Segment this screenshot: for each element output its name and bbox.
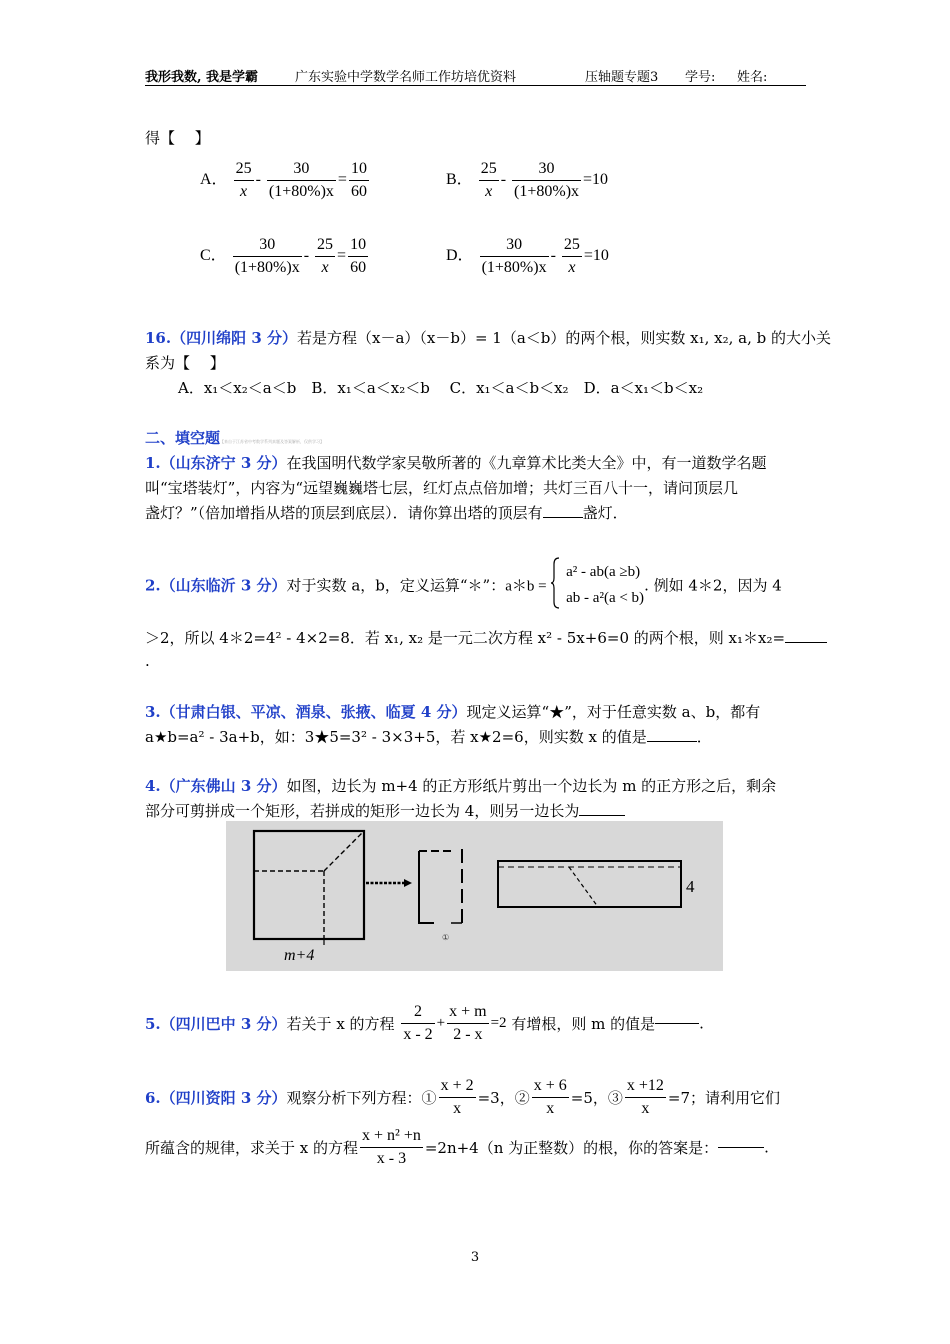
p3-tag: 3.（甘肃白银、平凉、酒泉、张掖、临夏 4 分） <box>145 703 467 721</box>
p2-line3: . <box>145 652 150 670</box>
answer-blank <box>579 815 625 816</box>
p6-tag: 6.（四川资阳 3 分） <box>145 1089 287 1107</box>
p4-line1: 4.（广东佛山 3 分）如图，边长为 m+4 的正方形纸片剪出一个边长为 m 的正方形之后，剩余 <box>145 777 777 795</box>
answer-blank <box>785 642 827 643</box>
p2-line1: 2.（山东临沂 3 分）对于实数 a，b，定义运算“＊”：a＊b = a² - ab(a ≥b) ab - a²(a < b) . 例如 4＊2，因为 4 <box>145 556 782 610</box>
figure-label-side: m+4 <box>284 947 315 964</box>
header-name: 姓名: <box>737 70 768 85</box>
q16-options: A．x₁＜x₂＜a＜b B．x₁＜a＜x₂＜b C．x₁＜a＜b＜x₂ D．a＜x₁＜b＜x₂ <box>178 379 704 397</box>
header-topic: 压轴题专题3 <box>585 70 659 85</box>
header-source: 广东实验中学数学名师工作坊培优资料 <box>295 70 517 85</box>
section-title: 二、填空题【来自于江苏省中考数学系列真题及答案解析，仅供学习】 <box>145 429 325 447</box>
piecewise-brace <box>551 556 561 614</box>
page-number: 3 <box>470 1250 480 1265</box>
q16-line2: 系为【 】 <box>145 354 225 372</box>
p1-line1: 1.（山东济宁 3 分）在我国明代数学家吴敬所著的《九章算术比类大全》中，有一道数学名题 <box>145 454 767 472</box>
p5-tag: 5.（四川巴中 3 分） <box>145 1015 287 1033</box>
p3-line1: 3.（甘肃白银、平凉、酒泉、张掖、临夏 4 分）现定义运算“★”，对于任意实数 a、b，都有 <box>145 703 761 721</box>
page-header <box>145 66 806 86</box>
p2-line2: ＞2，所以 4＊2=4² - 4×2=8．若 x₁, x₂ 是一元二次方程 x² - 5x+6=0 的两个根，则 x₁＊x₂= <box>145 627 827 648</box>
p5-line: 5.（四川巴中 3 分）若关于 x 的方程 $\frac{2}{x - 2}$ + $\frac{x + m}{2 - x}$ =2 有增根，则 m 的值是 . <box>145 1003 704 1043</box>
answer-blank <box>718 1147 764 1148</box>
answer-blank <box>647 741 697 742</box>
q15-option-a: A． $\frac{25}{x}$ - $\frac{30}{(1+80\%)x}$ = $\frac{10}{60}$ <box>200 160 367 200</box>
p1-line3: 盏灯？”（倍加增指从塔的顶层到底层）．请你算出塔的顶层有 盏灯． <box>145 504 628 522</box>
fraction: $\frac{10}{60}$ <box>350 160 367 200</box>
p1-tag: 1.（山东济宁 3 分） <box>145 454 287 472</box>
answer-blank <box>655 1023 699 1024</box>
fraction: $\frac{25}{x}$ <box>235 160 252 200</box>
square-cut-figure <box>226 821 723 971</box>
figure-label-small: ① <box>442 933 450 942</box>
answer-blank <box>543 517 583 518</box>
p6-line2: 所蕴含的规律，求关于 x 的方程 $\frac{\text{x + n² +n}}{x - 3}$ =2n+4（n 为正整数）的根，你的答案是： . <box>145 1127 769 1167</box>
q15-option-d: D． $\frac{30}{(1+80\%)x}$ - $\frac{25}{x}$ =10 <box>446 236 609 276</box>
p1-line2: 叫“宝塔装灯”，内容为“远望巍巍塔七层，红灯点点倍加增；共灯三百八十一，请问顶层几 <box>145 479 739 497</box>
p3-line2: a★b=a² - 3a+b，如：3★5=3² - 3×3+5，若 x★2=6，则实数 x 的值是 ． <box>145 728 712 746</box>
p6-line1: 6.（四川资阳 3 分）观察分析下列方程：① $\frac{x + 2}{x}$ =3，② $\frac{x + 6}{x}$ =5，③ $\frac{x +12}{x}$ =7；请利用它们 <box>145 1077 781 1117</box>
p4-tag: 4.（广东佛山 3 分） <box>145 777 287 795</box>
q15-lead: 得【 】 <box>145 129 210 147</box>
q15-option-b: B． $\frac{25}{x}$ - $\frac{30}{(1+80\%)x}$ =10 <box>446 160 609 200</box>
p2-tag: 2.（山东临沂 3 分） <box>145 576 287 595</box>
p4-line2: 部分可剪拼成一个矩形，若拼成的矩形一边长为 4，则另一边长为 <box>145 800 625 821</box>
figure-label-rect: 4 <box>686 877 695 896</box>
fraction: $\frac{30}{(1+80\%)x}$ <box>268 160 334 200</box>
q16-tag: 16.（四川绵阳 3 分） <box>145 329 297 347</box>
q15-option-c: C． $\frac{30}{(1+80\%)x}$ - $\frac{25}{x}$ = $\frac{10}{60}$ <box>200 236 367 276</box>
piecewise-cases: a² - ab(a ≥b) ab - a²(a < b) <box>566 564 645 606</box>
header-motto: 我形我数, 我是学霸 <box>145 70 259 85</box>
q16-line1: 16.（四川绵阳 3 分）若是方程（x－a）（x－b）= 1（a＜b）的两个根，则实数 x₁, x₂, a, b 的大小关 <box>145 329 832 347</box>
section-note: 【来自于江苏省中考数学系列真题及答案解析，仅供学习】 <box>220 439 325 444</box>
header-student-id: 学号: <box>685 70 716 85</box>
